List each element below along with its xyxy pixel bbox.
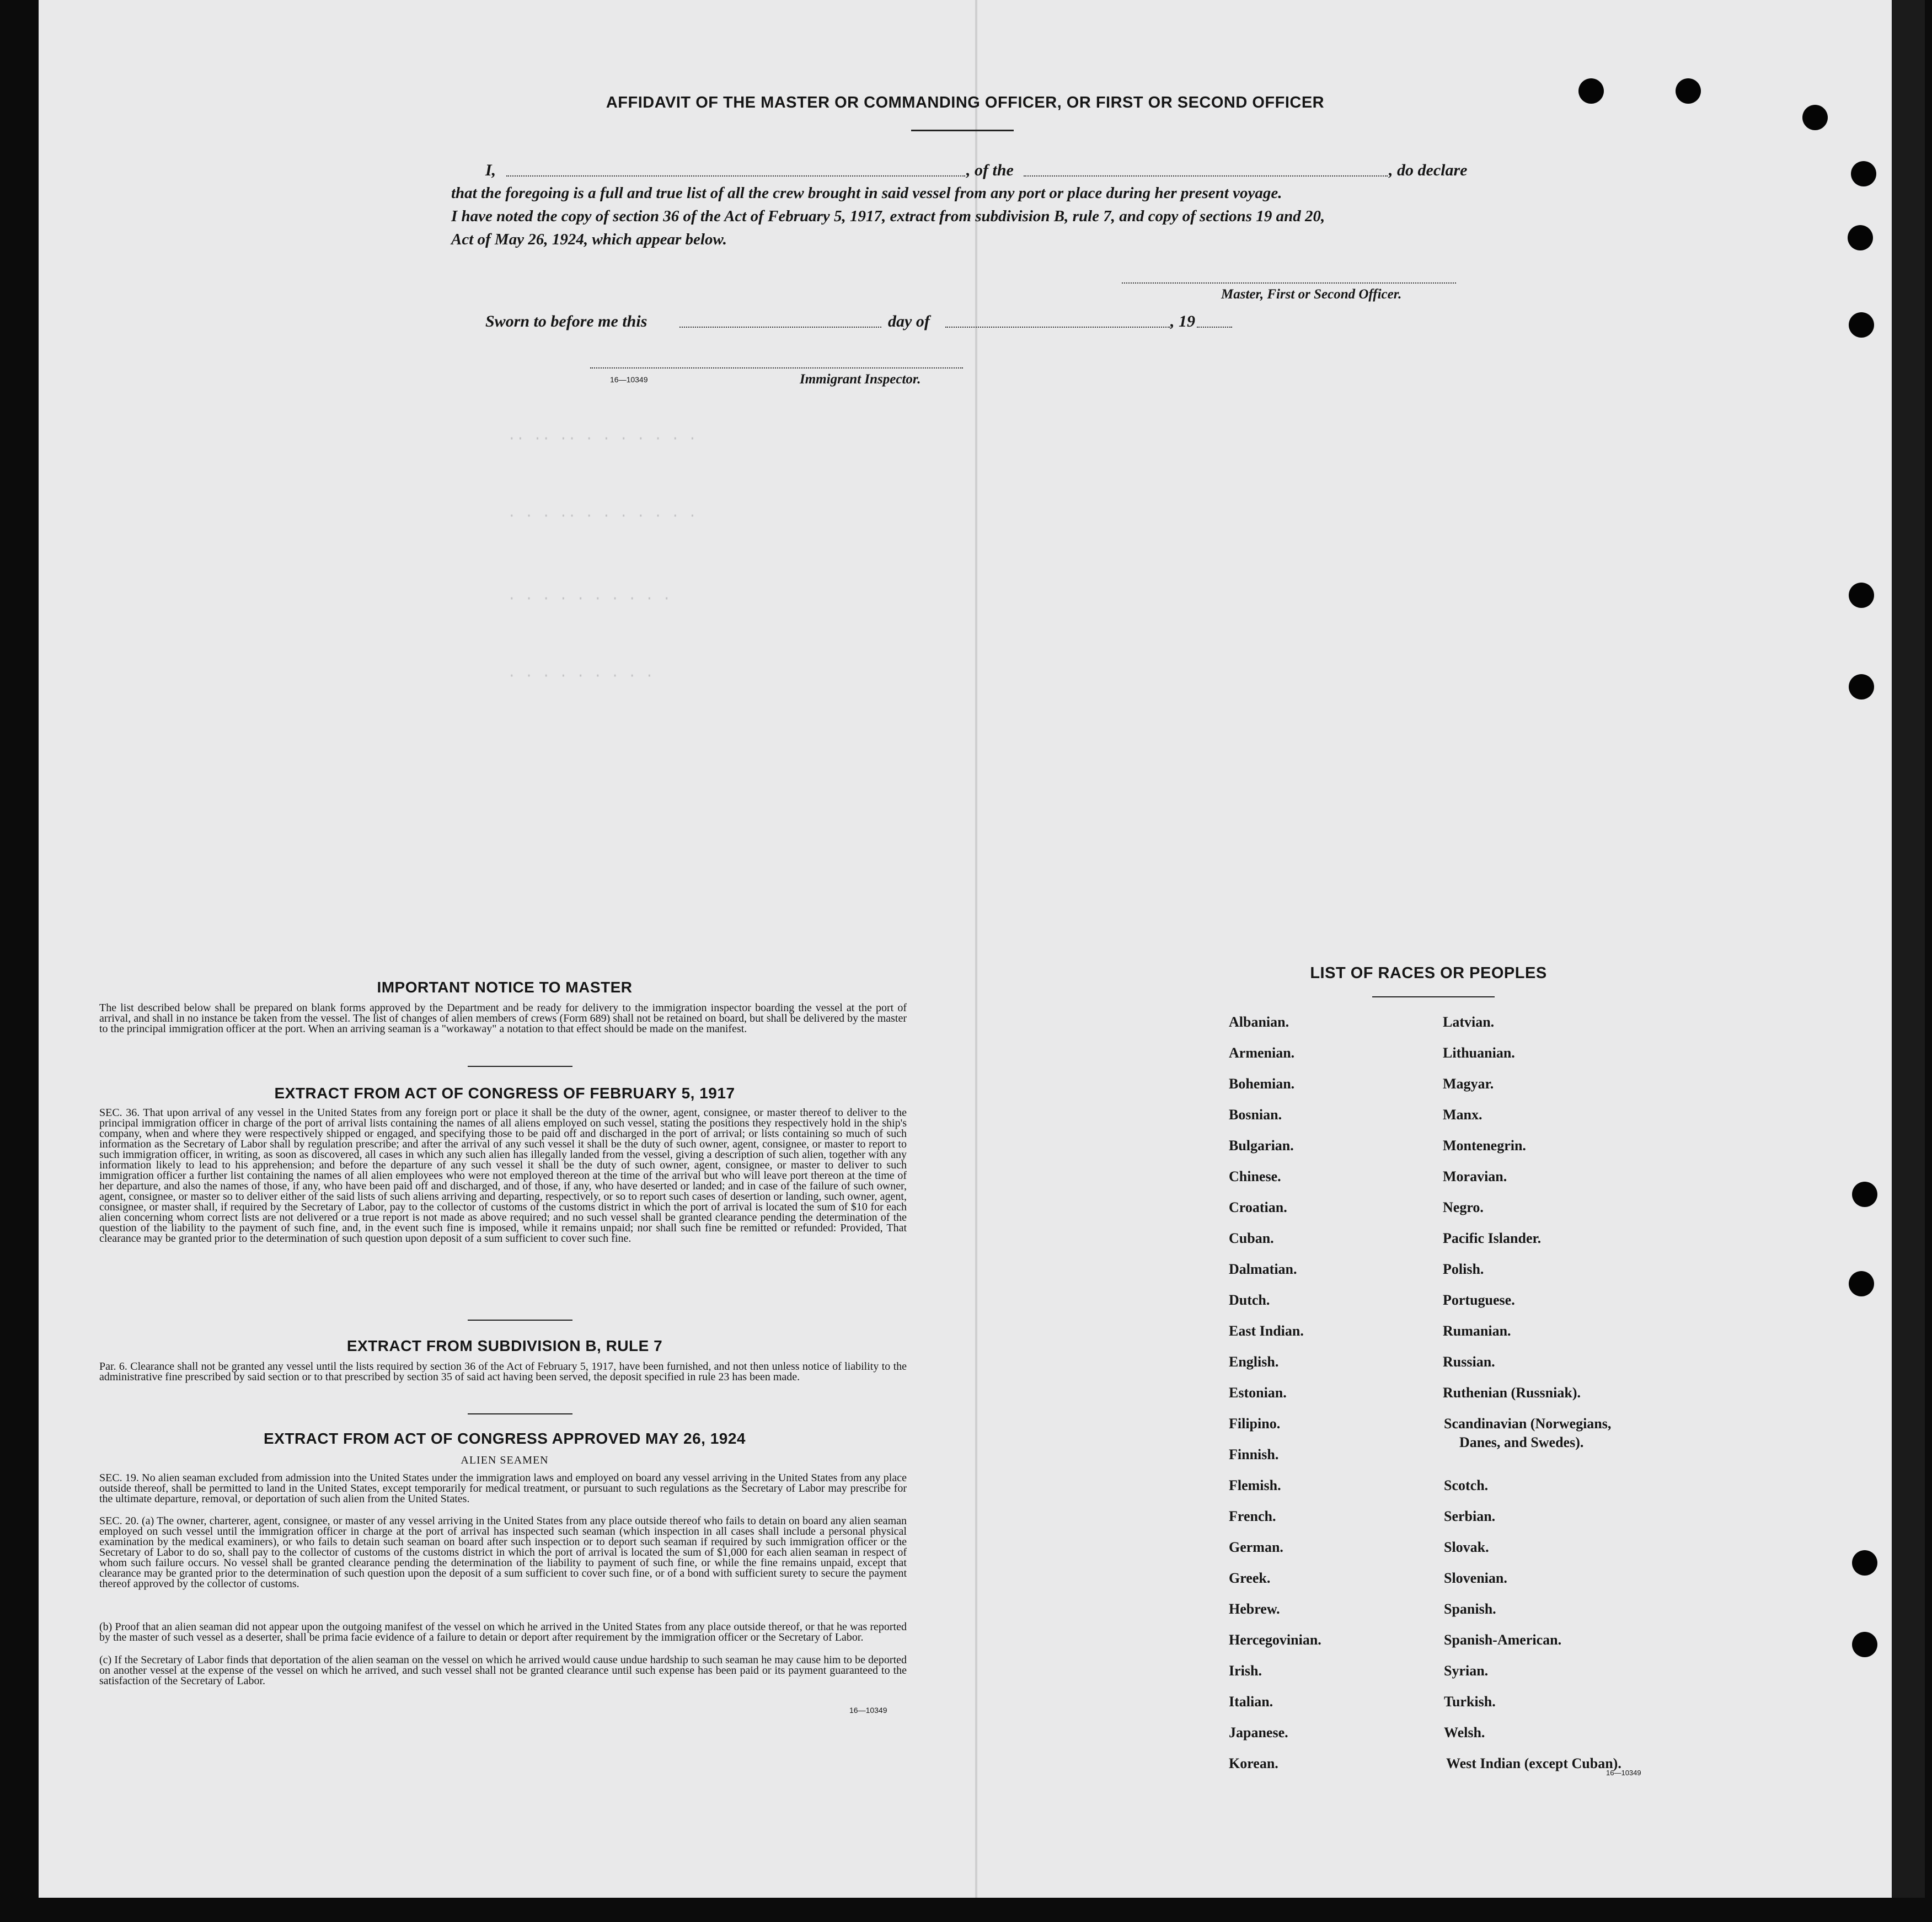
form-number: 16—10349 — [610, 375, 648, 384]
race-left: German. — [1229, 1539, 1283, 1555]
rule7-text: Par. 6. Clearance shall not be granted any vessel until the lists required by section 36 of the Act of February 5, 1917, have been furnished, and not then unless notice of liability to the administrative fine prescribed by said section or to that prescribed by section 35 of said act having been served, the deposit specified in rule 23 has been made. — [99, 1360, 907, 1383]
race-left: English. — [1229, 1354, 1279, 1370]
form-number: 16—10349 — [849, 1706, 887, 1715]
race-right: Moravian. — [1443, 1168, 1507, 1184]
punch-hole — [1676, 78, 1701, 104]
sec20c-text: (c) If the Secretary of Labor finds that deportation of the alien seaman on the vessel on which he arrived would cause undue hardship to such seaman he may cause him to be deported on another vessel at the expense of the vessel on which he arrived, and such vessel shall not be granted clearance until such expense has been paid or its payment guaranteed to the satisfaction of the Secretary of Labor. — [99, 1654, 907, 1687]
race-right: Russian. — [1443, 1354, 1495, 1370]
race-right: Scotch. — [1444, 1477, 1489, 1493]
race-right: Ruthenian (Russniak). — [1443, 1385, 1581, 1401]
race-right: Polish. — [1443, 1261, 1484, 1277]
race-left: Cuban. — [1229, 1230, 1274, 1246]
punch-hole — [1852, 1182, 1877, 1207]
punch-hole — [1852, 1550, 1877, 1576]
race-left: Hercegovinian. — [1229, 1632, 1321, 1648]
race-left: Italian. — [1229, 1694, 1273, 1710]
document-sheet — [39, 0, 1892, 1898]
race-right: Manx. — [1443, 1107, 1483, 1123]
race-right: Montenegrin. — [1443, 1138, 1526, 1154]
sworn-label: Sworn to before me this — [485, 312, 647, 330]
title-rule — [911, 130, 1014, 131]
i-label: I, — [485, 161, 496, 179]
vessel-name-field[interactable] — [1024, 175, 1388, 177]
race-right: Magyar. — [1443, 1076, 1494, 1092]
notice-text: The list described below shall be prepared on blank forms approved by the Department and be ready for delivery to the immigration inspector boarding the vessel at the port of arrival, and shall in no instance be taken from the vessel. The list of changes of alien members of crews (Form 689) shall not be retained on board, but shall be delivered by the master to the principal immigration officer at the port. When an arriving seaman is a "workaway" a notation to that effect should be made on the manifest. — [99, 1002, 907, 1035]
race-left: Dalmatian. — [1229, 1261, 1297, 1277]
extract-1917-text: SEC. 36. That upon arrival of any vessel in the United States from any foreign port or place it shall be the duty of the owner, agent, consignee, or master thereof to deliver to the principal immigration officer in charge of the port of arrival lists containing the names of all aliens employed on such vessel, stating the positions they respectively hold in the ship's company, when and where they were respectively shipped or engaged, and specifying those to be paid off and discharged in the port of arrival; or lists containing so much of such information as the Secretary of Labor shall by regulation prescribe; and after the arrival of any such vessel it shall be the duty of such owner, agent, consignee, or master to report to such immigration officer, in writing, as soon as discovered, all cases in which any such alien has illegally landed from the vessel, giving a description of such alien, together with any information likely to lead to his apprehension; and before the departure of any such vessel it shall be the duty of such owner, agent, consignee, or master to deliver to such immigration officer a further list containing the names of all alien employees who were not employed thereon at the time of the arrival but who will leave port thereon at the time of her departure, and also the names of those, if any, who have been paid off and discharged, and of those, if any, who have deserted or landed; and in case of the failure of such owner, agent, consignee, or master so to deliver either of the said lists of such aliens arriving and departing, respectively, or so to report such cases of desertion or landing, such owner, agent, consignee, or master shall, if required by the Secretary of Labor, pay to the collector of customs of the customs district in which the port of arrival is located the sum of $10 for each alien concerning whom correct lists are not delivered or a true report is not made as above required; and no such vessel shall be granted clearance pending the determination of the question of the liability to the payment of such fine, and, in the event such fine is imposed, while it remains unpaid; nor shall such fine be remitted or refunded: Provided, That clearance may be granted prior to the determination of such question upon deposit of a sum sufficient to cover such fine. — [99, 1107, 907, 1245]
race-left: Japanese. — [1229, 1725, 1288, 1741]
affidavit-title: AFFIDAVIT OF THE MASTER OR COMMANDING OFFICER, OR FIRST OR SECOND OFFICER — [606, 94, 1325, 111]
race-left: Dutch. — [1229, 1292, 1270, 1308]
races-rule — [1372, 996, 1495, 997]
punch-hole — [1852, 1632, 1877, 1657]
inspector-signature-field[interactable] — [590, 367, 963, 369]
punch-hole — [1848, 225, 1873, 250]
affidavit-line-3: Act of May 26, 1924, which appear below. — [451, 231, 727, 248]
sec20a-text: SEC. 20. (a) The owner, charterer, agent, consignee, or master of any vessel arriving in the United States from any place outside thereof who fails to detain on board any alien seaman employed on such vessel until the immigration officer in charge at the port of arrival has inspected such seaman (which inspection in all cases shall include a personal physical examination by the medical examiners), or who fails to detain such seaman on board after such inspection or to deport such seaman if required by such immigration officer or the Secretary of Labor to do so, shall pay to the collector of customs of the customs district in which the port of arrival is located the sum of $1,000 for each alien seaman in respect of whom such failure occurs. No vessel shall be granted clearance pending the determination of the liability to payment of such fine, or while the fine remains unpaid, except that clearance may be granted prior to the determination of such question upon the deposit of a sum sufficient to cover such fine, or of a bond with sufficient surety to secure the payment thereof approved by the collector of customs. — [99, 1515, 907, 1590]
punch-hole — [1578, 78, 1604, 104]
race-right: Spanish. — [1444, 1601, 1496, 1617]
race-right: Turkish. — [1444, 1694, 1496, 1710]
sec20b-text: (b) Proof that an alien seaman did not appear upon the outgoing manifest of the vessel on which he arrived in the United States from any place outside thereof, or that he was reported by the master of such vessel as a deserter, shall be prima facie evidence of a failure to detain or deport after requirement by the immigration officer or the Secretary of Labor. — [99, 1621, 907, 1643]
race-right: Scandinavian (Norwegians, — [1444, 1416, 1612, 1432]
alien-seamen-subtitle: ALIEN SEAMEN — [461, 1454, 549, 1466]
race-left: Armenian. — [1229, 1045, 1295, 1061]
sworn-year-field[interactable] — [1197, 327, 1232, 328]
day-of-label: day of — [888, 312, 930, 330]
race-right: Welsh. — [1444, 1725, 1485, 1741]
race-right: Syrian. — [1444, 1663, 1489, 1679]
race-left: Flemish. — [1229, 1477, 1281, 1493]
sec19-text: SEC. 19. No alien seaman excluded from admission into the United States under the immigration laws and employed on board any vessel arriving in the United States from any place outside thereof, shall be permitted to land in the United States, except temporarily for medical treatment, or pursuant to such regulations as the Secretary of Labor may prescribe for the ultimate departure, removal, or deportation of such alien from the United States. — [99, 1472, 907, 1505]
race-left: Filipino. — [1229, 1416, 1281, 1432]
race-right: Lithuanian. — [1443, 1045, 1515, 1061]
punch-hole — [1802, 105, 1828, 130]
declarant-name-field[interactable] — [506, 175, 965, 177]
race-right: Spanish-American. — [1444, 1632, 1562, 1648]
race-right: Slovenian. — [1444, 1570, 1507, 1586]
signature-field[interactable] — [1122, 282, 1456, 284]
punch-hole — [1849, 312, 1874, 338]
race-left: Croatian. — [1229, 1199, 1287, 1215]
race-left: Irish. — [1229, 1663, 1262, 1679]
race-left: Korean. — [1229, 1755, 1278, 1771]
race-left: Greek. — [1229, 1570, 1271, 1586]
form-number: 16—10349 — [1606, 1769, 1641, 1777]
extract-1924-title: EXTRACT FROM ACT OF CONGRESS APPROVED MAY 26, 1924 — [264, 1430, 746, 1447]
page-fold — [975, 0, 977, 1898]
race-right: Slovak. — [1444, 1539, 1489, 1555]
binding-strip — [1892, 0, 1925, 1898]
race-right-continuation: Danes, and Swedes). — [1459, 1434, 1584, 1450]
race-left: French. — [1229, 1508, 1276, 1524]
race-right: Pacific Islander. — [1443, 1230, 1542, 1246]
race-left: Bohemian. — [1229, 1076, 1295, 1092]
race-left: East Indian. — [1229, 1323, 1304, 1339]
bleed-through-marks: ·· ·· ·· · · · · · · · · · · ·· · · · · · · · · · · · · · · · · · · · · · · · · · · — [507, 430, 697, 684]
race-left: Finnish. — [1229, 1446, 1279, 1462]
punch-hole — [1849, 1271, 1874, 1296]
extract-1917-title: EXTRACT FROM ACT OF CONGRESS OF FEBRUARY 5, 1917 — [274, 1085, 735, 1102]
punch-hole — [1851, 161, 1876, 186]
race-left: Bosnian. — [1229, 1107, 1282, 1123]
notice-title: IMPORTANT NOTICE TO MASTER — [377, 979, 633, 996]
sworn-month-field[interactable] — [945, 327, 1170, 328]
race-left: Albanian. — [1229, 1014, 1289, 1030]
inspector-caption: Immigrant Inspector. — [800, 372, 921, 387]
affidavit-line-1: that the foregoing is a full and true list of all the crew brought in said vessel from any port or place during her present voyage. — [451, 184, 1282, 202]
race-right: Portuguese. — [1443, 1292, 1515, 1308]
section-rule — [468, 1320, 572, 1321]
race-right: Negro. — [1443, 1199, 1484, 1215]
punch-hole — [1849, 583, 1874, 608]
affidavit-line-2: I have noted the copy of section 36 of the Act of February 5, 1917, extract from subdivision B, rule 7, and copy of sections 19 and 20, — [451, 207, 1325, 225]
race-right: Rumanian. — [1443, 1323, 1511, 1339]
race-left: Bulgarian. — [1229, 1138, 1294, 1154]
of-the-label: , of the — [966, 161, 1014, 179]
race-right: West Indian (except Cuban). — [1446, 1755, 1621, 1771]
signature-caption: Master, First or Second Officer. — [1221, 287, 1402, 302]
do-declare-label: , do declare — [1389, 161, 1468, 179]
race-right: Serbian. — [1444, 1508, 1496, 1524]
races-title: LIST OF RACES OR PEOPLES — [1310, 964, 1547, 982]
section-rule — [468, 1413, 572, 1414]
race-left: Hebrew. — [1229, 1601, 1280, 1617]
race-left: Chinese. — [1229, 1168, 1281, 1184]
race-right: Latvian. — [1443, 1014, 1495, 1030]
sworn-day-field[interactable] — [679, 327, 881, 328]
rule7-title: EXTRACT FROM SUBDIVISION B, RULE 7 — [346, 1337, 663, 1354]
section-rule — [468, 1066, 572, 1067]
race-left: Estonian. — [1229, 1385, 1287, 1401]
punch-hole — [1849, 674, 1874, 700]
year-label: , 19 — [1170, 312, 1195, 330]
